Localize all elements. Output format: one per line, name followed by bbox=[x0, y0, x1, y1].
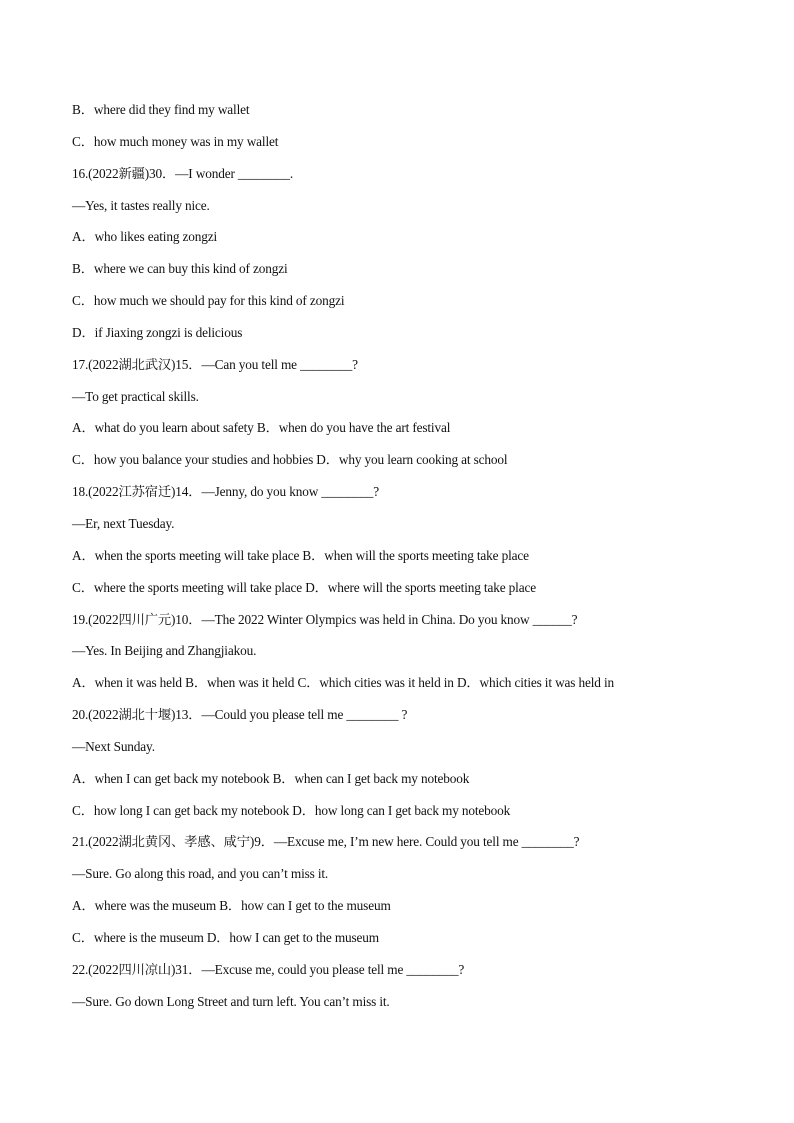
answer-line: —Next Sunday. bbox=[72, 738, 155, 754]
answer-line: —Yes, it tastes really nice. bbox=[72, 197, 210, 213]
answer-line: —Sure. Go along this road, and you can’t miss it. bbox=[72, 866, 329, 882]
question-line: 17.(2022湖北武汉)15．—Can you tell me ________? bbox=[72, 356, 358, 372]
answer-line: —Yes. In Beijing and Zhangjiakou. bbox=[72, 643, 257, 659]
question-line: 20.(2022湖北十堰)13．—Could you please tell me ________ ? bbox=[72, 707, 408, 723]
question-line: 19.(2022四川广元)10．—The 2022 Winter Olympics was held in China. Do you know ______? bbox=[72, 611, 578, 627]
question-line: 18.(2022江苏宿迁)14．—Jenny, do you know ________? bbox=[72, 484, 380, 500]
question-line: 22.(2022四川凉山)31．—Excuse me, could you please tell me ________? bbox=[72, 961, 465, 977]
option-line: A．when the sports meeting will take place B．when will the sports meeting take place bbox=[72, 547, 529, 563]
option-line: B．where we can buy this kind of zongzi bbox=[72, 261, 288, 277]
answer-line: —Sure. Go down Long Street and turn left. You can’t miss it. bbox=[72, 993, 390, 1009]
option-line: A．when it was held B．when was it held C．which cities was it held in D．which cities it was held in bbox=[72, 675, 614, 691]
option-line: C．where is the museum D．how I can get to the museum bbox=[72, 929, 379, 945]
answer-line: —To get practical skills. bbox=[72, 388, 199, 404]
option-line: C．how much we should pay for this kind of zongzi bbox=[72, 293, 345, 309]
option-line: A．when I can get back my notebook B．when can I get back my notebook bbox=[72, 770, 470, 786]
option-line: A．what do you learn about safety B．when do you have the art festival bbox=[72, 420, 451, 436]
answer-line: —Er, next Tuesday. bbox=[72, 515, 175, 531]
option-line: C．how much money was in my wallet bbox=[72, 133, 279, 149]
option-line: A．who likes eating zongzi bbox=[72, 229, 218, 245]
option-line: C．where the sports meeting will take place D．where will the sports meeting take place bbox=[72, 579, 536, 595]
document-body bbox=[72, 100, 722, 1023]
question-line: 16.(2022新疆)30．—I wonder ________. bbox=[72, 165, 294, 181]
option-line: A．where was the museum B．how can I get to the museum bbox=[72, 898, 391, 914]
option-line: C．how you balance your studies and hobbies D．why you learn cooking at school bbox=[72, 452, 508, 468]
question-line: 21.(2022湖北黄冈、孝感、咸宁)9．—Excuse me, I’m new here. Could you tell me ________? bbox=[72, 834, 580, 850]
option-line: B．where did they find my wallet bbox=[72, 102, 250, 117]
option-line: C．how long I can get back my notebook D．how long can I get back my notebook bbox=[72, 802, 511, 818]
option-line: D．if Jiaxing zongzi is delicious bbox=[72, 324, 243, 340]
